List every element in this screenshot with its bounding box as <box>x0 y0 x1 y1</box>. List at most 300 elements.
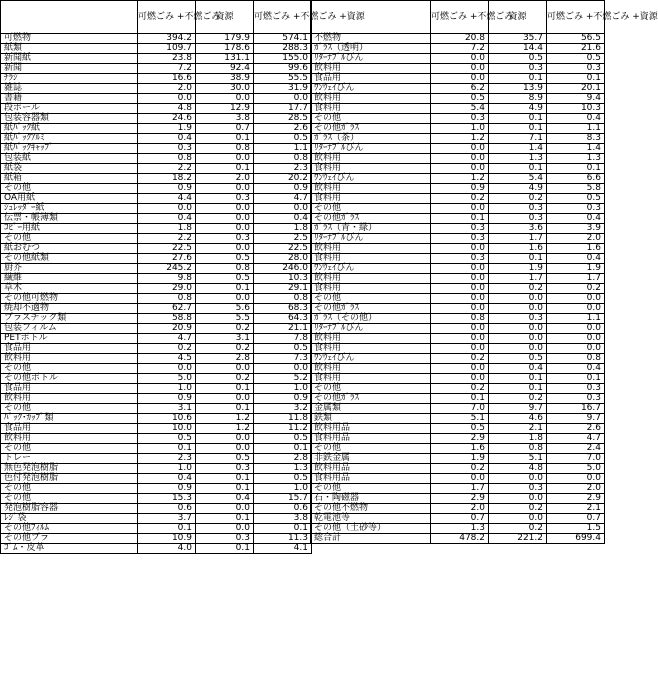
value-cell: 22.5 <box>254 244 312 254</box>
value-cell: 0.1 <box>489 124 547 134</box>
value-cell: 10.0 <box>138 424 196 434</box>
value-cell: 0.0 <box>196 94 254 104</box>
row-label: ｶﾞﾗｽ（透明） <box>311 44 431 54</box>
row-label: 飲料用 <box>311 244 431 254</box>
value-cell: 7.0 <box>547 454 605 464</box>
table-row <box>1 264 312 274</box>
table-row <box>1 434 312 444</box>
value-cell: 0.0 <box>138 364 196 374</box>
value-cell: 0.0 <box>489 294 547 304</box>
table-row <box>1 194 312 204</box>
value-cell: 0.3 <box>196 234 254 244</box>
value-cell: 0.2 <box>547 284 605 294</box>
value-cell: 92.4 <box>196 64 254 74</box>
value-cell: 0.0 <box>196 184 254 194</box>
value-cell: 1.2 <box>196 414 254 424</box>
row-label: 紙ﾊﾟｯｸｱﾙﾐ <box>1 134 138 144</box>
value-cell: 20.9 <box>138 324 196 334</box>
value-cell: 7.8 <box>254 334 312 344</box>
row-label: その他 <box>311 204 431 214</box>
value-cell: 21.1 <box>254 324 312 334</box>
table-row <box>1 354 312 364</box>
value-cell: 0.1 <box>431 394 489 404</box>
table-row <box>1 294 312 304</box>
value-cell: 20.8 <box>431 34 489 44</box>
value-cell: 4.9 <box>489 184 547 194</box>
row-label: ﾜﾝｳｪｲびん <box>311 354 431 364</box>
row-label: その他 <box>1 404 138 414</box>
row-label: 飲料用 <box>311 334 431 344</box>
table-row <box>1 244 312 254</box>
left-header-row <box>1 1 312 34</box>
value-cell: 0.0 <box>547 304 605 314</box>
table-row <box>311 224 605 234</box>
value-cell: 5.1 <box>431 414 489 424</box>
value-cell: 0.0 <box>431 64 489 74</box>
value-cell: 7.2 <box>138 64 196 74</box>
row-label: 飲料用 <box>311 94 431 104</box>
row-label: その他ｶﾞﾗｽ <box>311 394 431 404</box>
value-cell: 4.9 <box>489 104 547 114</box>
table-row <box>1 214 312 224</box>
value-cell: 0.0 <box>431 74 489 84</box>
value-cell: 0.1 <box>489 374 547 384</box>
value-cell: 1.5 <box>547 524 605 534</box>
value-cell: 221.2 <box>489 534 547 544</box>
table-row <box>311 164 605 174</box>
value-cell: 8.9 <box>489 94 547 104</box>
value-cell: 0.3 <box>489 314 547 324</box>
value-cell: 7.3 <box>254 354 312 364</box>
value-cell: 2.1 <box>547 504 605 514</box>
value-cell: 7.2 <box>431 44 489 54</box>
value-cell: 16.6 <box>138 74 196 84</box>
value-cell: 0.3 <box>489 214 547 224</box>
value-cell: 2.0 <box>196 174 254 184</box>
row-label: 飲料用 <box>311 184 431 194</box>
value-cell: 1.6 <box>547 244 605 254</box>
row-label: 乾電池等 <box>311 514 431 524</box>
value-cell: 0.2 <box>196 344 254 354</box>
value-cell: 246.0 <box>254 264 312 274</box>
table-row <box>1 374 312 384</box>
table-row <box>1 474 312 484</box>
value-cell: 1.9 <box>489 264 547 274</box>
value-cell: 0.0 <box>431 244 489 254</box>
table-row <box>311 384 605 394</box>
value-cell: 64.3 <box>254 314 312 324</box>
table-row <box>311 304 605 314</box>
row-label: 新聞 <box>1 64 138 74</box>
table-row <box>1 234 312 244</box>
table-row <box>1 114 312 124</box>
value-cell: 0.7 <box>431 514 489 524</box>
value-cell: 0.0 <box>489 494 547 504</box>
row-label: 飲料用 <box>311 64 431 74</box>
value-cell: 0.3 <box>196 464 254 474</box>
row-label: ﾊﾟｯｸ･ｶｯﾌﾟ類 <box>1 414 138 424</box>
row-label: 紙袋 <box>1 164 138 174</box>
row-label: 伝票・帳簿類 <box>1 214 138 224</box>
table-row <box>1 384 312 394</box>
value-cell: 0.5 <box>431 424 489 434</box>
value-cell: 1.0 <box>254 484 312 494</box>
row-label: 金属類 <box>311 404 431 414</box>
value-cell: 0.5 <box>138 434 196 444</box>
row-label: その他 <box>311 484 431 494</box>
row-label: 紙類 <box>1 44 138 54</box>
value-cell: 0.0 <box>489 324 547 334</box>
value-cell: 1.3 <box>489 154 547 164</box>
table-row <box>311 74 605 84</box>
row-label: 鉄類 <box>311 414 431 424</box>
table-row <box>1 314 312 324</box>
table-row <box>311 534 605 544</box>
row-label: 飲料用品 <box>311 424 431 434</box>
value-cell: 0.3 <box>547 204 605 214</box>
row-label: その他ｶﾞﾗｽ <box>311 124 431 134</box>
value-cell: 56.5 <box>547 34 605 44</box>
table-row <box>311 104 605 114</box>
row-label: 雑誌 <box>1 84 138 94</box>
row-label: その他可燃物 <box>1 294 138 304</box>
value-cell: 0.5 <box>489 354 547 364</box>
column-header: 可燃ごみ +不燃ごみ <box>431 1 489 34</box>
row-label: その他 <box>311 384 431 394</box>
row-label: 飲料用 <box>311 274 431 284</box>
value-cell: 0.0 <box>431 344 489 354</box>
value-cell: 0.4 <box>196 494 254 504</box>
value-cell: 0.2 <box>489 504 547 514</box>
row-label: トレー <box>1 454 138 464</box>
value-cell: 4.4 <box>138 194 196 204</box>
value-cell: 0.0 <box>196 204 254 214</box>
value-cell: 0.1 <box>196 384 254 394</box>
row-label: その他不燃物 <box>311 504 431 514</box>
table-row <box>311 244 605 254</box>
value-cell: 5.2 <box>254 374 312 384</box>
row-label: ｺﾋﾟｰ用紙 <box>1 224 138 234</box>
value-cell: 1.8 <box>254 224 312 234</box>
table-row <box>311 344 605 354</box>
column-header: 可燃ごみ +不燃ごみ <box>138 1 196 34</box>
value-cell: 7.1 <box>489 134 547 144</box>
value-cell: 29.0 <box>138 284 196 294</box>
value-cell: 5.4 <box>489 174 547 184</box>
value-cell: 0.0 <box>196 364 254 374</box>
column-header: 資源 <box>196 1 254 34</box>
row-label: その他 <box>311 114 431 124</box>
value-cell: 0.9 <box>254 184 312 194</box>
value-cell: 0.1 <box>489 114 547 124</box>
table-row <box>311 154 605 164</box>
value-cell: 0.1 <box>138 444 196 454</box>
value-cell: 0.2 <box>431 384 489 394</box>
value-cell: 4.8 <box>138 104 196 114</box>
value-cell: 179.9 <box>196 34 254 44</box>
value-cell: 0.1 <box>196 514 254 524</box>
value-cell: 0.0 <box>196 394 254 404</box>
table-row <box>311 464 605 474</box>
value-cell: 0.9 <box>138 184 196 194</box>
row-label: 食料用 <box>311 284 431 294</box>
value-cell: 0.4 <box>547 114 605 124</box>
table-row <box>311 294 605 304</box>
value-cell: 0.1 <box>489 74 547 84</box>
value-cell: 0.0 <box>431 204 489 214</box>
value-cell: 9.7 <box>489 404 547 414</box>
value-cell: 0.1 <box>138 524 196 534</box>
value-cell: 20.1 <box>547 84 605 94</box>
value-cell: 2.4 <box>547 444 605 454</box>
value-cell: 1.4 <box>547 144 605 154</box>
table-row <box>1 134 312 144</box>
value-cell: 0.4 <box>138 134 196 144</box>
value-cell: 1.1 <box>547 314 605 324</box>
value-cell: 3.8 <box>196 114 254 124</box>
value-cell: 0.0 <box>431 294 489 304</box>
value-cell: 9.7 <box>547 414 605 424</box>
value-cell: 0.2 <box>138 344 196 354</box>
value-cell: 288.3 <box>254 44 312 54</box>
table-row <box>311 394 605 404</box>
table-row <box>1 284 312 294</box>
value-cell: 1.6 <box>489 244 547 254</box>
value-cell: 2.2 <box>138 164 196 174</box>
value-cell: 22.5 <box>138 244 196 254</box>
value-cell: 1.6 <box>431 444 489 454</box>
value-cell: 99.6 <box>254 64 312 74</box>
value-cell: 0.0 <box>489 304 547 314</box>
value-cell: 1.0 <box>431 124 489 134</box>
value-cell: 0.0 <box>138 94 196 104</box>
row-label: その他紙類 <box>1 254 138 264</box>
value-cell: 0.1 <box>254 444 312 454</box>
row-label: 飲料用 <box>1 394 138 404</box>
value-cell: 1.0 <box>138 384 196 394</box>
row-label: その他ボトル <box>1 374 138 384</box>
value-cell: 0.0 <box>196 504 254 514</box>
table-row <box>1 94 312 104</box>
row-label: その他 <box>311 294 431 304</box>
row-label: ﾚｼﾞ袋 <box>1 514 138 524</box>
value-cell: 0.5 <box>196 274 254 284</box>
table-row <box>311 194 605 204</box>
value-cell: 18.2 <box>138 174 196 184</box>
row-label: 飲料用 <box>311 364 431 374</box>
row-label: その他ｶﾞﾗｽ <box>311 214 431 224</box>
table-row <box>311 234 605 244</box>
table-row <box>1 464 312 474</box>
row-label: その他 <box>1 184 138 194</box>
value-cell: 0.3 <box>431 254 489 264</box>
row-label: その他 <box>1 364 138 374</box>
value-cell: 0.5 <box>489 54 547 64</box>
table-row <box>1 484 312 494</box>
table-row <box>311 84 605 94</box>
value-cell: 0.0 <box>431 154 489 164</box>
value-cell: 0.2 <box>431 194 489 204</box>
value-cell: 2.0 <box>547 234 605 244</box>
right-table <box>310 0 658 544</box>
value-cell: 1.2 <box>431 134 489 144</box>
table-row <box>1 224 312 234</box>
row-label: 食料用品 <box>311 434 431 444</box>
value-cell: 0.4 <box>489 364 547 374</box>
value-cell: 28.5 <box>254 114 312 124</box>
row-label: ﾁﾗｼ <box>1 74 138 84</box>
value-cell: 1.9 <box>138 124 196 134</box>
table-row <box>311 334 605 344</box>
value-cell: 0.2 <box>489 284 547 294</box>
table-row <box>1 454 312 464</box>
row-label: プラスチック類 <box>1 314 138 324</box>
value-cell: 0.1 <box>196 474 254 484</box>
value-cell: 0.2 <box>196 374 254 384</box>
value-cell: 2.3 <box>138 454 196 464</box>
table-row <box>311 314 605 324</box>
table-row <box>311 54 605 64</box>
value-cell: 0.5 <box>254 134 312 144</box>
value-cell: 0.3 <box>547 64 605 74</box>
table-row <box>1 494 312 504</box>
row-label: その他ｶﾞﾗｽ <box>311 304 431 314</box>
row-label: 食料用 <box>311 164 431 174</box>
row-label: PETボトル <box>1 334 138 344</box>
value-cell: 3.9 <box>547 224 605 234</box>
value-cell: 109.7 <box>138 44 196 54</box>
value-cell: 0.1 <box>489 384 547 394</box>
value-cell: 4.6 <box>489 414 547 424</box>
table-row <box>311 364 605 374</box>
value-cell: 0.0 <box>254 364 312 374</box>
value-cell: 10.6 <box>138 414 196 424</box>
value-cell: 1.7 <box>547 274 605 284</box>
value-cell: 1.9 <box>431 454 489 464</box>
value-cell: 68.3 <box>254 304 312 314</box>
value-cell: 0.8 <box>196 264 254 274</box>
value-cell: 155.0 <box>254 54 312 64</box>
value-cell: 1.3 <box>431 524 489 534</box>
value-cell: 15.3 <box>138 494 196 504</box>
value-cell: 1.8 <box>489 434 547 444</box>
value-cell: 10.3 <box>254 274 312 284</box>
row-label: 飲料用品 <box>311 464 431 474</box>
row-label: その他 <box>311 444 431 454</box>
value-cell: 0.2 <box>431 354 489 364</box>
row-label: ｶﾞﾗｽ（茶） <box>311 134 431 144</box>
row-label: 食品用 <box>1 424 138 434</box>
value-cell: 178.6 <box>196 44 254 54</box>
value-cell: 2.9 <box>431 434 489 444</box>
value-cell: 4.5 <box>138 354 196 364</box>
value-cell: 2.0 <box>138 84 196 94</box>
value-cell: 0.5 <box>547 54 605 64</box>
table-row <box>1 74 312 84</box>
value-cell: 0.8 <box>138 154 196 164</box>
value-cell: 5.1 <box>489 454 547 464</box>
table-row <box>311 404 605 414</box>
table-row <box>311 34 605 44</box>
row-label: 飲料用 <box>1 434 138 444</box>
value-cell: 38.9 <box>196 74 254 84</box>
table-row <box>1 334 312 344</box>
row-label: 繊維 <box>1 274 138 284</box>
table-row <box>1 124 312 134</box>
table-row <box>1 274 312 284</box>
value-cell: 0.3 <box>431 224 489 234</box>
table-row <box>1 44 312 54</box>
value-cell: 0.8 <box>254 294 312 304</box>
value-cell: 0.0 <box>196 524 254 534</box>
table-row <box>1 504 312 514</box>
table-row <box>1 174 312 184</box>
value-cell: 4.7 <box>547 434 605 444</box>
value-cell: 0.1 <box>196 544 254 554</box>
value-cell: 0.9 <box>254 394 312 404</box>
value-cell: 12.9 <box>196 104 254 114</box>
value-cell: 0.0 <box>431 364 489 374</box>
value-cell: 0.0 <box>431 144 489 154</box>
value-cell: 2.8 <box>196 354 254 364</box>
row-label: その他（土砂等） <box>311 524 431 534</box>
row-label: 可燃物 <box>1 34 138 44</box>
value-cell: 0.8 <box>431 314 489 324</box>
value-cell: 11.3 <box>254 534 312 544</box>
table-row <box>1 414 312 424</box>
header-blank-cell <box>311 1 431 34</box>
value-cell: 0.1 <box>196 284 254 294</box>
value-cell: 2.3 <box>254 164 312 174</box>
table-row <box>311 424 605 434</box>
value-cell: 62.7 <box>138 304 196 314</box>
value-cell: 10.9 <box>138 534 196 544</box>
table-row <box>1 34 312 44</box>
table-row <box>1 444 312 454</box>
table-row <box>311 434 605 444</box>
table-row <box>311 254 605 264</box>
value-cell: 0.9 <box>431 184 489 194</box>
value-cell: 0.4 <box>254 214 312 224</box>
value-cell: 3.1 <box>138 404 196 414</box>
value-cell: 0.4 <box>547 254 605 264</box>
value-cell: 14.4 <box>489 44 547 54</box>
value-cell: 0.1 <box>196 484 254 494</box>
value-cell: 0.0 <box>547 324 605 334</box>
value-cell: 0.0 <box>489 334 547 344</box>
value-cell: 1.1 <box>254 144 312 154</box>
value-cell: 0.5 <box>547 194 605 204</box>
table-row <box>1 154 312 164</box>
value-cell: 0.0 <box>196 244 254 254</box>
row-label: 新聞紙 <box>1 54 138 64</box>
value-cell: 0.3 <box>431 234 489 244</box>
table-row <box>311 124 605 134</box>
value-cell: 2.6 <box>547 424 605 434</box>
row-label: 書籍 <box>1 94 138 104</box>
value-cell: 0.3 <box>196 194 254 204</box>
table-row <box>1 424 312 434</box>
row-label: 食料用 <box>311 254 431 264</box>
table-row <box>1 184 312 194</box>
value-cell: 0.2 <box>196 324 254 334</box>
table-row <box>1 254 312 264</box>
value-cell: 1.7 <box>431 484 489 494</box>
value-cell: 5.0 <box>547 464 605 474</box>
table-row <box>311 134 605 144</box>
value-cell: 0.3 <box>489 204 547 214</box>
row-label: ｼｭﾚｯﾀﾞｰ紙 <box>1 204 138 214</box>
